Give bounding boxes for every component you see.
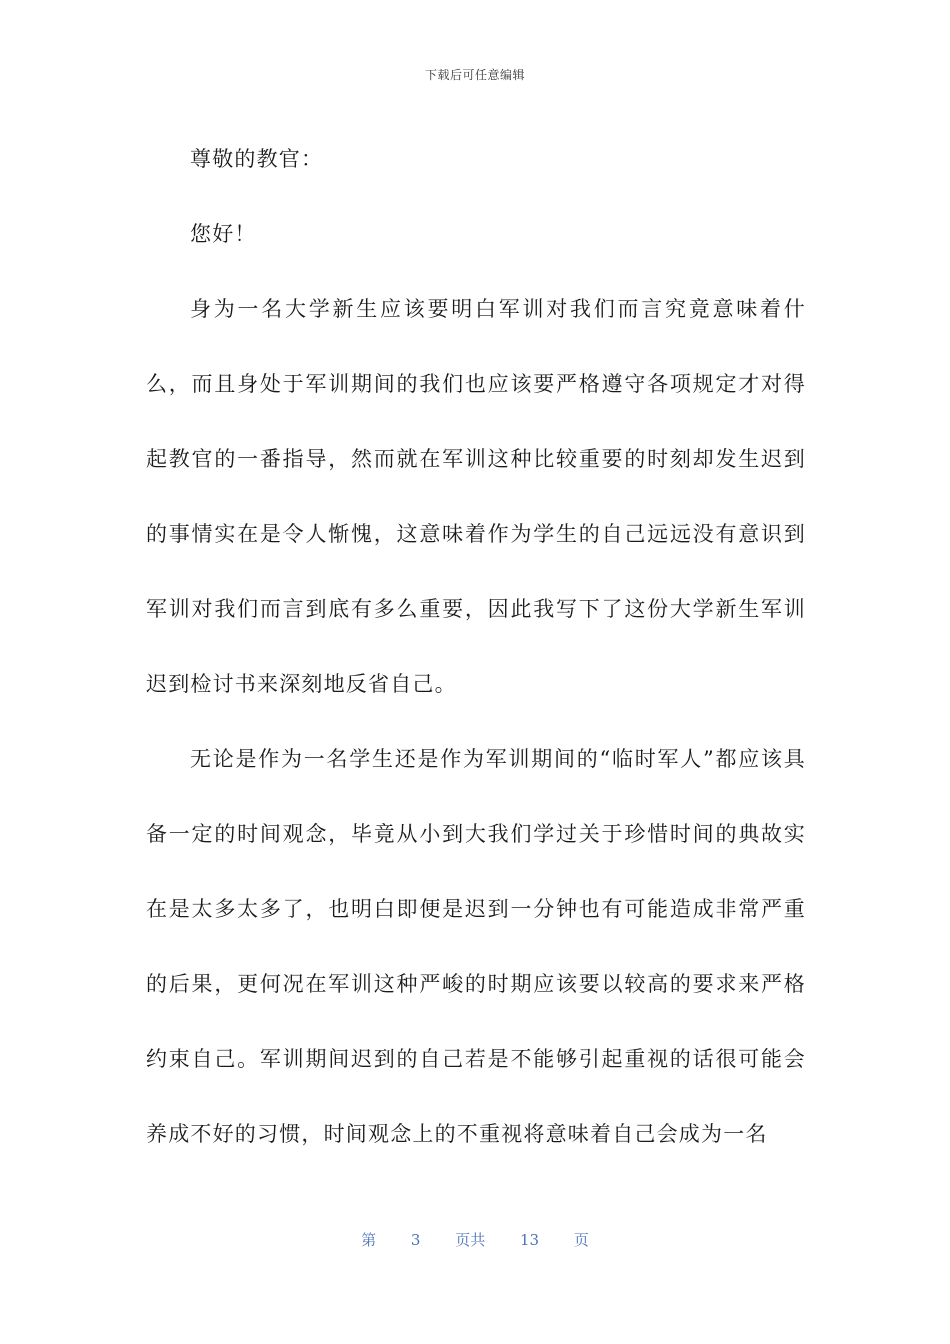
paragraph-1: 身为一名大学新生应该要明白军训对我们而言究竟意味着什么，而且身处于军训期间的我们也应该要严格遵守各项规定才对得起教官的一番指导，然而就在军训这种比较重要的时刻却发生迟到的事情实在是令人惭愧，这意味着作为学生的自己远远没有意识到军训对我们而言到底有多么重要，因此我写下了这份大学新生军训迟到检讨书来深刻地反省自己。 xyxy=(146,297,806,696)
document-body xyxy=(146,122,806,1172)
footer-suffix: 页 xyxy=(573,1231,589,1249)
total-page-count: 13 xyxy=(520,1231,540,1249)
header-note: 下载后可任意编辑 xyxy=(424,68,525,82)
footer-middle: 页共 xyxy=(455,1231,486,1249)
paragraph-2: 无论是作为一名学生还是作为军训期间的“临时军人”都应该具备一定的时间观念，毕竟从小到大我们学过关于珍惜时间的典故实在是太多太多了，也明白即便是迟到一分钟也有可能造成非常严重的后果，更何况在军训这种严峻的时期应该要以较高的要求来严格约束自己。军训期间迟到的自己若是不能够引起重视的话很可能会养成不好的习惯，时间观念上的不重视将意味着自己会成为一名 xyxy=(146,747,806,1146)
page-footer xyxy=(0,1229,950,1250)
current-page-number: 3 xyxy=(410,1231,421,1249)
footer-prefix: 第 xyxy=(361,1231,377,1249)
salutation: 尊敬的教官： xyxy=(190,147,324,171)
greeting: 您好！ xyxy=(190,222,257,246)
